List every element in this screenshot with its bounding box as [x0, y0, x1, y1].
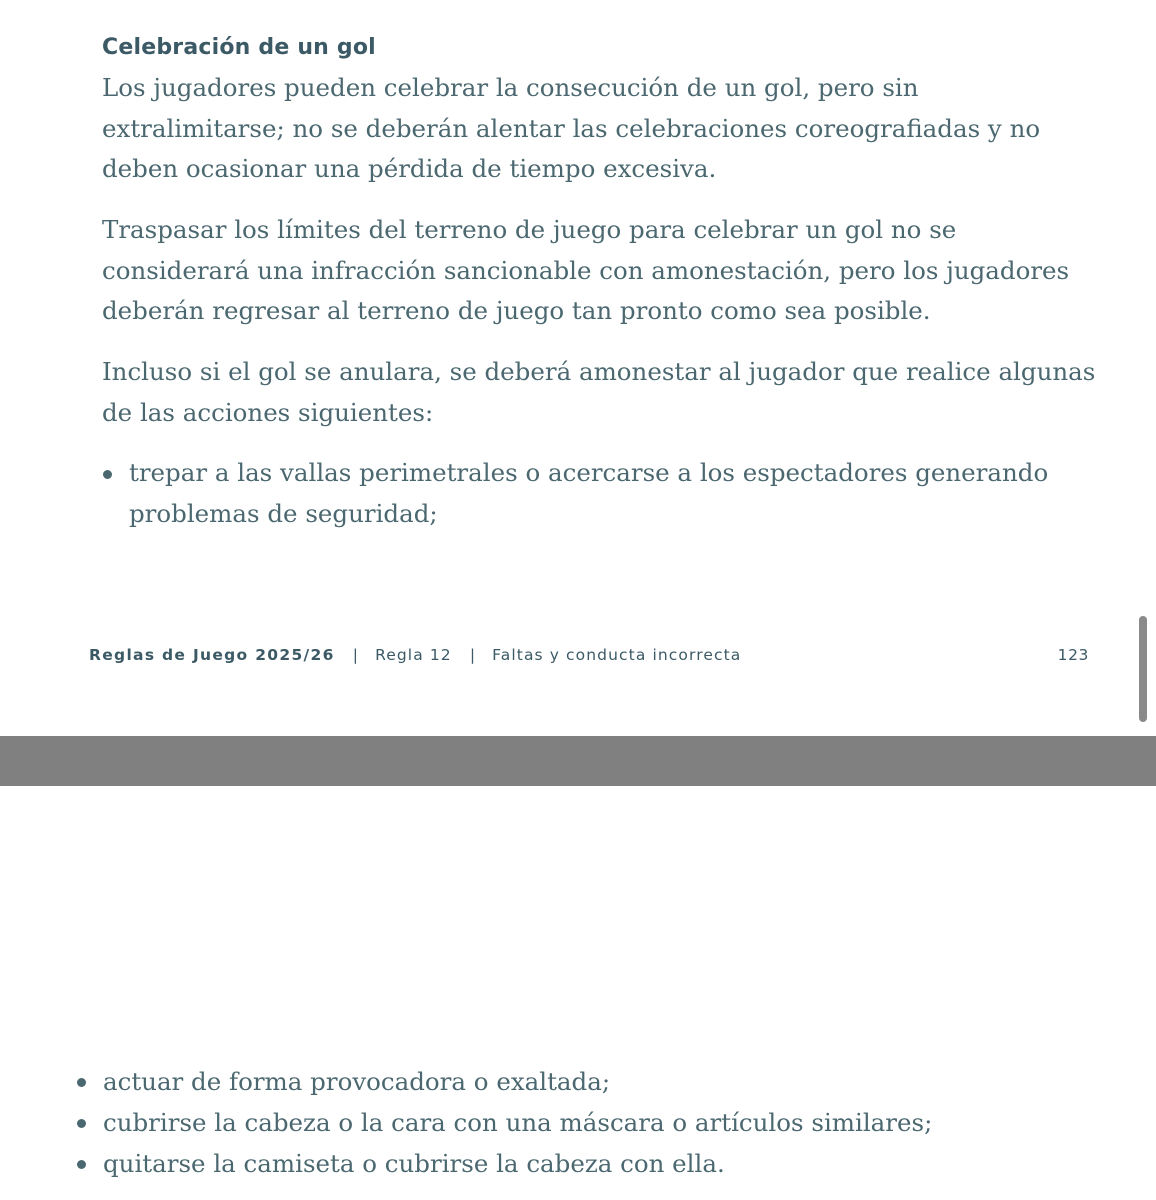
- paragraph-1: [102, 68, 1102, 190]
- list-item: [103, 1144, 932, 1185]
- footer-breadcrumb: [89, 643, 741, 667]
- scrollbar-thumb[interactable]: [1139, 616, 1147, 722]
- text-line: considerará una infracción sancionable con amonestación, pero los jugadores: [102, 255, 1070, 285]
- list-item: [103, 1062, 932, 1103]
- paragraph-3: [102, 352, 1102, 433]
- text-line: extralimitarse; no se deberán alentar las celebraciones coreografiadas y no: [102, 113, 1041, 143]
- bullet-icon: [77, 1119, 86, 1128]
- list-item-text: quitarse la camiseta o cubrirse la cabeza con ella.: [103, 1149, 725, 1178]
- footer-section: Faltas y conducta incorrecta: [492, 646, 742, 664]
- text-line: Incluso si el gol se anulara, se deberá amonestar al jugador que realice algunas: [102, 357, 1096, 386]
- paragraph-2: [102, 210, 1102, 332]
- text-line: de las acciones siguientes:: [102, 397, 434, 427]
- footer-separator: |: [352, 646, 360, 664]
- text-line: Los jugadores pueden celebrar la consecución de un gol, pero sin: [102, 73, 919, 102]
- page-footer: [89, 643, 1089, 667]
- section-heading: Celebración de un gol: [102, 35, 376, 60]
- bullet-icon: [103, 470, 112, 479]
- footer-book-title: Reglas de Juego 2025/26: [89, 646, 335, 664]
- bullet-icon: [77, 1078, 86, 1087]
- list-item: [103, 1103, 932, 1144]
- text-line: problemas de seguridad;: [129, 498, 438, 528]
- footer-separator: |: [469, 646, 477, 664]
- text-line: trepar a las vallas perimetrales o acercarse a los espectadores generando: [129, 458, 1049, 487]
- bullet-list: [103, 1062, 932, 1185]
- bullet-list: [129, 453, 1048, 534]
- text-line: Traspasar los límites del terreno de juego para celebrar un gol no se: [102, 215, 957, 244]
- list-item-text: actuar de forma provocadora o exaltada;: [103, 1067, 611, 1096]
- list-item: [129, 453, 1048, 534]
- text-line: deberán regresar al terreno de juego tan pronto como sea posible.: [102, 296, 931, 325]
- page-separator: [0, 736, 1156, 786]
- page-number: 123: [1057, 646, 1089, 664]
- text-line: deben ocasionar una pérdida de tiempo excesiva.: [102, 154, 717, 183]
- list-item-text: cubrirse la cabeza o la cara con una máscara o artículos similares;: [103, 1108, 933, 1137]
- footer-rule: Regla 12: [375, 646, 452, 664]
- bullet-icon: [77, 1160, 86, 1169]
